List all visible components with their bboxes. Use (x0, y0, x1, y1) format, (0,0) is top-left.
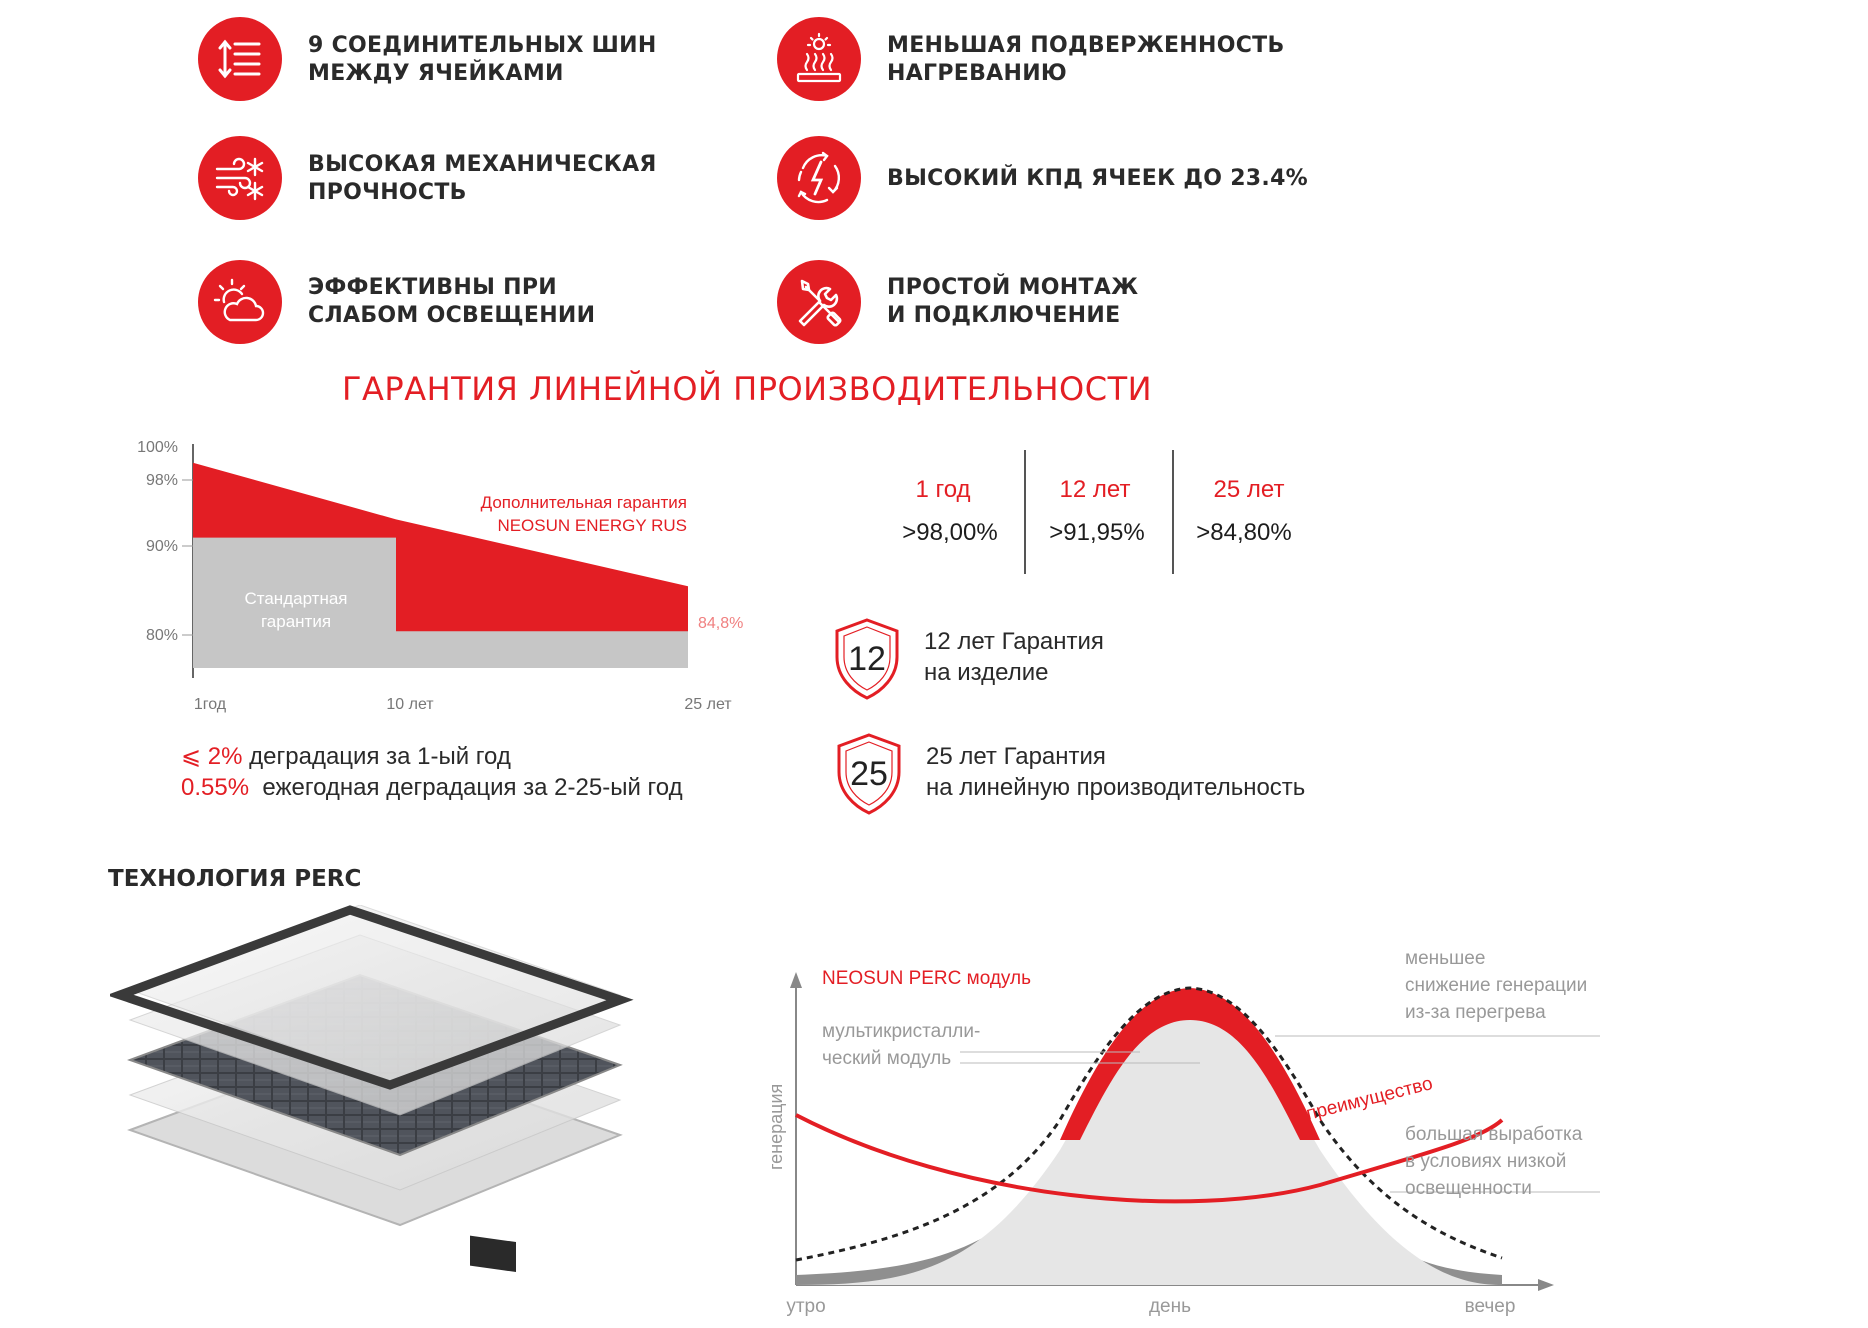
x-label-day: день (1148, 1296, 1192, 1317)
warranty-badge-25 (834, 732, 904, 816)
heat-icon (792, 32, 846, 86)
multi-curve-label: ческий модуль (822, 1048, 952, 1069)
degradation-first-year-value: ⩽ 2% (181, 743, 243, 770)
warranty-title: ГАРАНТИЯ ЛИНЕЙНОЙ ПРОИЗВОДИТЕЛЬНОСТИ (342, 370, 1153, 408)
degradation-first-year-text: деградация за 1-ый год (242, 743, 511, 770)
tools-icon (792, 275, 846, 329)
lightning-cycle-icon (791, 150, 847, 206)
stat-divider (1024, 450, 1026, 574)
degradation-line-1 (181, 742, 511, 771)
y-tick-label: 80% (145, 627, 178, 644)
warranty-chart (120, 430, 760, 730)
x-tick-label: 1год (193, 696, 227, 713)
lowlight-note: большая выработка (1405, 1124, 1583, 1145)
badge-number: 12 (848, 640, 886, 678)
perc-title: ТЕХНОЛОГИЯ PERC (108, 866, 362, 892)
advantage-label: преимущество (1304, 1073, 1435, 1125)
extra-warranty-label: NEOSUN ENERGY RUS (497, 516, 687, 535)
degradation-line-2 (181, 774, 683, 802)
sun-cloud-icon (212, 274, 268, 330)
heat-note: меньшее (1405, 948, 1486, 969)
heat-note: снижение генерации (1405, 975, 1588, 996)
x-tick-label: 25 лет (684, 696, 732, 713)
stat-value-25-years: >84,80% (1196, 519, 1292, 546)
stat-value-12-years: >91,95% (1049, 519, 1145, 546)
x-label-morning: утро (786, 1296, 826, 1317)
lowlight-note: освещенности (1405, 1178, 1532, 1199)
y-tick-label: 100% (137, 439, 178, 456)
feature-text-strength: ВЫСОКАЯ МЕХАНИЧЕСКАЯ ПРОЧНОСТЬ (308, 152, 657, 205)
heat-note: из-за перегрева (1405, 1002, 1546, 1023)
stat-label-25-years: 25 лет (1213, 476, 1285, 503)
degradation-annual-text: ежегодная деградация за 2-25-ый год (249, 774, 683, 801)
feature-text-busbars: 9 СОЕДИНИТЕЛЬНЫХ ШИН МЕЖДУ ЯЧЕЙКАМИ (308, 33, 657, 86)
feature-icon-mounting (777, 260, 861, 344)
feature-icon-efficiency (777, 136, 861, 220)
warranty-badge-12 (832, 617, 902, 701)
degradation-annual-value: 0.55% (181, 774, 250, 801)
lowlight-note: в условиях низкой (1405, 1151, 1567, 1172)
x-tick-label: 10 лет (386, 696, 434, 713)
extra-warranty-label: Дополнительная гарантия (480, 493, 687, 512)
y-tick-label: 98% (145, 472, 178, 489)
y-tick-label: 90% (145, 538, 178, 555)
feature-text-heat: МЕНЬШАЯ ПОДВЕРЖЕННОСТЬ НАГРЕВАНИЮ (887, 33, 1285, 86)
feature-icon-busbars (198, 17, 282, 101)
stat-value-1-year: >98,00% (902, 519, 998, 546)
solar-panel-layers-illustration (110, 905, 640, 1315)
y-axis-label: генерация (766, 1083, 786, 1170)
busbars-icon (215, 34, 265, 84)
feature-text-efficiency: ВЫСОКИЙ КПД ЯЧЕЕК ДО 23.4% (887, 166, 1309, 191)
warranty-performance-text: 25 лет Гарантия на линейную производительность (926, 743, 1306, 801)
multi-curve-label: мультикристалли- (822, 1021, 981, 1042)
standard-warranty-label: Стандартная (244, 589, 348, 608)
feature-icon-heat (777, 17, 861, 101)
stat-label-1-year: 1 год (915, 476, 971, 503)
end-value-label: 84,8% (698, 615, 744, 632)
x-label-evening: вечер (1464, 1296, 1516, 1317)
badge-number: 25 (850, 755, 888, 793)
feature-text-low-light: ЭФФЕКТИВНЫ ПРИ СЛАБОМ ОСВЕЩЕНИИ (308, 275, 596, 328)
feature-text-mounting: ПРОСТОЙ МОНТАЖ И ПОДКЛЮЧЕНИЕ (887, 275, 1139, 328)
perc-curve-label: NEOSUN PERC модуль (822, 968, 1031, 989)
stat-label-12-years: 12 лет (1059, 476, 1131, 503)
y-axis-arrow (790, 972, 802, 988)
feature-icon-low-light (198, 260, 282, 344)
wind-snow-icon (213, 151, 267, 205)
warranty-product-text: 12 лет Гарантия на изделие (924, 628, 1104, 686)
stat-divider (1172, 450, 1174, 574)
standard-warranty-label: гарантия (260, 612, 332, 631)
x-axis-arrow (1538, 1279, 1554, 1291)
perc-generation-chart (760, 940, 1860, 1325)
feature-icon-wind-snow (198, 136, 282, 220)
